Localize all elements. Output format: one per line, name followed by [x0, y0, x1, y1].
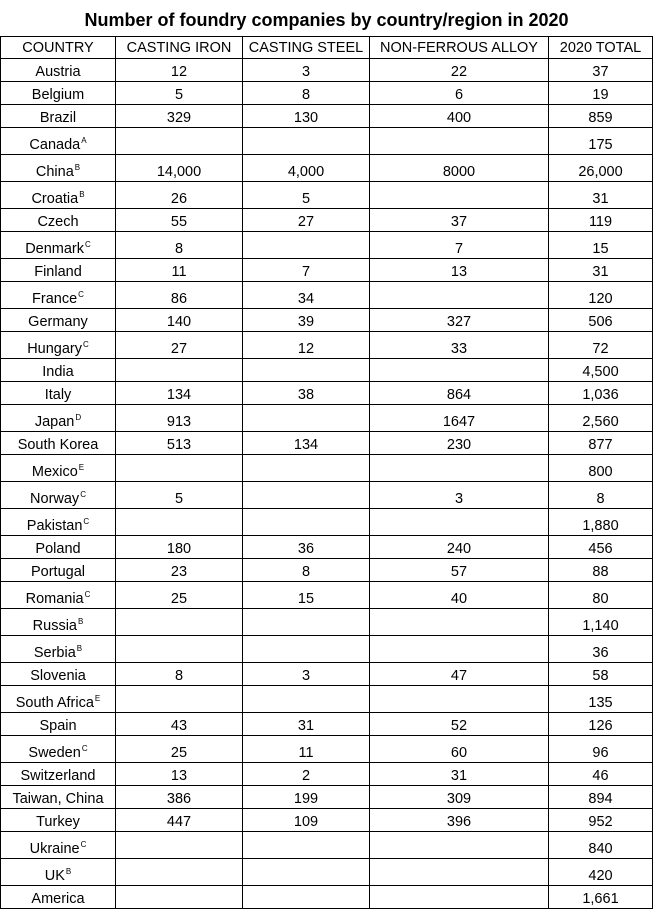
table-row — [1, 455, 653, 482]
casting-iron-cell: 86 — [116, 282, 243, 309]
total-cell: 1,661 — [549, 886, 653, 909]
country-cell — [1, 609, 116, 636]
table-row — [1, 432, 653, 455]
total-cell: 96 — [549, 736, 653, 763]
country-cell — [1, 309, 116, 332]
country-cell — [1, 663, 116, 686]
footnote-marker: C — [80, 840, 87, 849]
country-name: Turkey — [36, 814, 80, 830]
casting-steel-cell: 2 — [243, 763, 370, 786]
country-name: Hungary — [27, 341, 83, 357]
country-cell — [1, 59, 116, 82]
casting-steel-cell: 199 — [243, 786, 370, 809]
total-cell: 4,500 — [549, 359, 653, 382]
casting-steel-cell — [243, 886, 370, 909]
non-ferrous-alloy-cell: 8000 — [370, 155, 549, 182]
non-ferrous-alloy-cell: 396 — [370, 809, 549, 832]
table-row — [1, 559, 653, 582]
casting-iron-cell: 140 — [116, 309, 243, 332]
country-name: Russia — [32, 618, 77, 634]
casting-steel-cell — [243, 859, 370, 886]
country-name: China — [35, 164, 74, 180]
country-cell — [1, 832, 116, 859]
table-body — [1, 59, 653, 909]
country-cell — [1, 82, 116, 105]
non-ferrous-alloy-cell: 864 — [370, 382, 549, 405]
country-name: Italy — [44, 387, 72, 403]
casting-steel-cell: 7 — [243, 259, 370, 282]
casting-iron-cell: 55 — [116, 209, 243, 232]
country-name: France — [32, 291, 78, 307]
casting-iron-cell — [116, 455, 243, 482]
header-2020-total: 2020 TOTAL — [549, 37, 653, 59]
total-cell: 420 — [549, 859, 653, 886]
table-row — [1, 155, 653, 182]
casting-steel-cell — [243, 686, 370, 713]
total-cell: 135 — [549, 686, 653, 713]
table-row — [1, 832, 653, 859]
casting-steel-cell: 8 — [243, 82, 370, 105]
country-name: Norway — [30, 491, 80, 507]
footnote-marker: C — [85, 240, 91, 249]
total-cell: 8 — [549, 482, 653, 509]
casting-steel-cell: 4,000 — [243, 155, 370, 182]
table-row — [1, 105, 653, 128]
total-cell: 58 — [549, 663, 653, 686]
country-cell — [1, 482, 116, 509]
total-cell: 88 — [549, 559, 653, 582]
casting-iron-cell: 26 — [116, 182, 243, 209]
casting-iron-cell: 11 — [116, 259, 243, 282]
total-cell: 19 — [549, 82, 653, 105]
footnote-marker: D — [75, 413, 82, 422]
table-row — [1, 359, 653, 382]
country-name: Romania — [25, 591, 84, 607]
casting-iron-cell — [116, 886, 243, 909]
table-row — [1, 209, 653, 232]
country-cell — [1, 809, 116, 832]
footnote-marker: C — [81, 744, 88, 753]
casting-iron-cell: 23 — [116, 559, 243, 582]
table-row — [1, 259, 653, 282]
country-cell — [1, 536, 116, 559]
country-cell — [1, 232, 116, 259]
country-cell — [1, 405, 116, 432]
casting-steel-cell: 27 — [243, 209, 370, 232]
non-ferrous-alloy-cell: 3 — [370, 482, 549, 509]
casting-steel-cell — [243, 609, 370, 636]
non-ferrous-alloy-cell: 7 — [370, 232, 549, 259]
casting-iron-cell: 913 — [116, 405, 243, 432]
casting-steel-cell — [243, 482, 370, 509]
casting-steel-cell: 134 — [243, 432, 370, 455]
footnote-marker: C — [84, 590, 91, 599]
total-cell: 126 — [549, 713, 653, 736]
header-casting-iron: CASTING IRON — [116, 37, 243, 59]
non-ferrous-alloy-cell: 327 — [370, 309, 549, 332]
casting-steel-cell: 38 — [243, 382, 370, 405]
casting-iron-cell: 386 — [116, 786, 243, 809]
country-name: Czech — [37, 214, 79, 230]
country-name: Brazil — [39, 110, 77, 126]
non-ferrous-alloy-cell: 52 — [370, 713, 549, 736]
country-cell — [1, 886, 116, 909]
header-non-ferrous-alloy: NON-FERROUS ALLOY — [370, 37, 549, 59]
country-cell — [1, 105, 116, 128]
non-ferrous-alloy-cell — [370, 282, 549, 309]
non-ferrous-alloy-cell — [370, 182, 549, 209]
foundry-table — [0, 36, 653, 909]
casting-steel-cell — [243, 832, 370, 859]
country-cell — [1, 559, 116, 582]
total-cell: 15 — [549, 232, 653, 259]
footnote-marker: E — [78, 463, 85, 472]
non-ferrous-alloy-cell: 400 — [370, 105, 549, 128]
country-name: Austria — [35, 64, 81, 80]
country-cell — [1, 382, 116, 405]
casting-iron-cell — [116, 509, 243, 536]
non-ferrous-alloy-cell — [370, 359, 549, 382]
country-cell — [1, 282, 116, 309]
non-ferrous-alloy-cell: 60 — [370, 736, 549, 763]
casting-iron-cell: 5 — [116, 482, 243, 509]
total-cell: 800 — [549, 455, 653, 482]
total-cell: 1,140 — [549, 609, 653, 636]
country-name: Spain — [39, 718, 77, 734]
casting-steel-cell: 34 — [243, 282, 370, 309]
casting-steel-cell: 8 — [243, 559, 370, 582]
footnote-marker: C — [78, 290, 84, 299]
total-cell: 80 — [549, 582, 653, 609]
non-ferrous-alloy-cell: 230 — [370, 432, 549, 455]
country-name: Denmark — [25, 241, 85, 257]
country-cell — [1, 155, 116, 182]
footnote-marker: B — [76, 644, 83, 653]
total-cell: 37 — [549, 59, 653, 82]
casting-steel-cell: 109 — [243, 809, 370, 832]
country-cell — [1, 182, 116, 209]
casting-steel-cell — [243, 232, 370, 259]
footnote-marker: C — [83, 340, 89, 349]
footnote-marker: A — [81, 136, 87, 145]
country-cell — [1, 713, 116, 736]
total-cell: 859 — [549, 105, 653, 128]
table-row — [1, 282, 653, 309]
casting-steel-cell — [243, 405, 370, 432]
table-row — [1, 309, 653, 332]
total-cell: 31 — [549, 259, 653, 282]
casting-steel-cell: 5 — [243, 182, 370, 209]
country-name: Switzerland — [20, 768, 96, 784]
table-row — [1, 886, 653, 909]
non-ferrous-alloy-cell: 240 — [370, 536, 549, 559]
table-row — [1, 786, 653, 809]
casting-iron-cell: 8 — [116, 663, 243, 686]
country-name: Ukraine — [29, 841, 80, 857]
casting-steel-cell: 130 — [243, 105, 370, 128]
table-row — [1, 382, 653, 405]
table-row — [1, 736, 653, 763]
total-cell: 1,036 — [549, 382, 653, 405]
casting-steel-cell — [243, 359, 370, 382]
non-ferrous-alloy-cell: 1647 — [370, 405, 549, 432]
total-cell: 840 — [549, 832, 653, 859]
non-ferrous-alloy-cell — [370, 455, 549, 482]
casting-steel-cell — [243, 455, 370, 482]
footnote-marker: C — [83, 517, 90, 526]
non-ferrous-alloy-cell: 22 — [370, 59, 549, 82]
non-ferrous-alloy-cell — [370, 609, 549, 636]
footnote-marker: B — [77, 617, 84, 626]
casting-steel-cell — [243, 128, 370, 155]
country-name: Japan — [34, 414, 75, 430]
non-ferrous-alloy-cell: 47 — [370, 663, 549, 686]
country-cell — [1, 432, 116, 455]
country-name: Serbia — [33, 645, 76, 661]
table-row — [1, 59, 653, 82]
non-ferrous-alloy-cell: 31 — [370, 763, 549, 786]
country-cell — [1, 636, 116, 663]
casting-steel-cell — [243, 509, 370, 536]
table-row — [1, 663, 653, 686]
non-ferrous-alloy-cell — [370, 886, 549, 909]
country-cell — [1, 332, 116, 359]
country-name: Taiwan, China — [12, 791, 104, 807]
country-name: Finland — [34, 264, 82, 280]
table-row — [1, 809, 653, 832]
casting-iron-cell: 5 — [116, 82, 243, 105]
casting-iron-cell: 329 — [116, 105, 243, 128]
table-row — [1, 509, 653, 536]
casting-steel-cell: 36 — [243, 536, 370, 559]
casting-iron-cell: 43 — [116, 713, 243, 736]
casting-iron-cell: 27 — [116, 332, 243, 359]
total-cell: 26,000 — [549, 155, 653, 182]
casting-iron-cell: 12 — [116, 59, 243, 82]
country-name: Portugal — [30, 564, 85, 580]
casting-iron-cell — [116, 128, 243, 155]
footnote-marker: B — [79, 190, 85, 199]
non-ferrous-alloy-cell: 13 — [370, 259, 549, 282]
header-casting-steel: CASTING STEEL — [243, 37, 370, 59]
casting-steel-cell: 11 — [243, 736, 370, 763]
country-cell — [1, 859, 116, 886]
casting-iron-cell — [116, 832, 243, 859]
table-row — [1, 536, 653, 559]
table-row — [1, 332, 653, 359]
footnote-marker: E — [94, 694, 101, 703]
country-cell — [1, 763, 116, 786]
casting-iron-cell — [116, 686, 243, 713]
casting-iron-cell: 25 — [116, 582, 243, 609]
casting-iron-cell — [116, 609, 243, 636]
country-cell — [1, 455, 116, 482]
footnote-marker: B — [74, 163, 81, 172]
casting-iron-cell: 25 — [116, 736, 243, 763]
total-cell: 1,880 — [549, 509, 653, 536]
country-cell — [1, 209, 116, 232]
casting-iron-cell: 8 — [116, 232, 243, 259]
table-row — [1, 482, 653, 509]
country-name: Sweden — [28, 745, 81, 761]
total-cell: 175 — [549, 128, 653, 155]
table-row — [1, 636, 653, 663]
non-ferrous-alloy-cell: 37 — [370, 209, 549, 232]
table-row — [1, 859, 653, 886]
country-name: Slovenia — [30, 668, 86, 684]
non-ferrous-alloy-cell: 40 — [370, 582, 549, 609]
country-name: UK — [44, 868, 65, 884]
total-cell: 120 — [549, 282, 653, 309]
casting-steel-cell — [243, 636, 370, 663]
footnote-marker: B — [65, 867, 72, 876]
country-name: Canada — [29, 137, 81, 153]
non-ferrous-alloy-cell — [370, 686, 549, 713]
country-name: India — [42, 364, 74, 380]
table-row — [1, 713, 653, 736]
casting-steel-cell: 15 — [243, 582, 370, 609]
total-cell: 72 — [549, 332, 653, 359]
country-name: Belgium — [31, 87, 85, 103]
non-ferrous-alloy-cell — [370, 859, 549, 886]
casting-iron-cell: 14,000 — [116, 155, 243, 182]
table-row — [1, 609, 653, 636]
header-country: COUNTRY — [1, 37, 116, 59]
casting-iron-cell: 513 — [116, 432, 243, 455]
country-name: Germany — [28, 314, 88, 330]
country-cell — [1, 686, 116, 713]
table-row — [1, 182, 653, 209]
footnote-marker: C — [80, 490, 86, 499]
table-row — [1, 128, 653, 155]
non-ferrous-alloy-cell: 57 — [370, 559, 549, 582]
non-ferrous-alloy-cell — [370, 509, 549, 536]
country-name: Croatia — [31, 191, 79, 207]
casting-iron-cell — [116, 859, 243, 886]
total-cell: 952 — [549, 809, 653, 832]
non-ferrous-alloy-cell — [370, 636, 549, 663]
casting-steel-cell: 39 — [243, 309, 370, 332]
table-row — [1, 82, 653, 105]
country-name: South Korea — [17, 437, 99, 453]
country-cell — [1, 128, 116, 155]
table-row — [1, 686, 653, 713]
country-cell — [1, 736, 116, 763]
table-row — [1, 405, 653, 432]
country-cell — [1, 509, 116, 536]
casting-iron-cell: 447 — [116, 809, 243, 832]
casting-iron-cell — [116, 636, 243, 663]
casting-steel-cell: 3 — [243, 59, 370, 82]
country-cell — [1, 259, 116, 282]
total-cell: 46 — [549, 763, 653, 786]
country-name: Poland — [35, 541, 81, 557]
table-row — [1, 232, 653, 259]
table-row — [1, 582, 653, 609]
non-ferrous-alloy-cell: 309 — [370, 786, 549, 809]
total-cell: 2,560 — [549, 405, 653, 432]
total-cell: 894 — [549, 786, 653, 809]
total-cell: 119 — [549, 209, 653, 232]
country-name: Mexico — [31, 464, 78, 480]
country-cell — [1, 786, 116, 809]
total-cell: 877 — [549, 432, 653, 455]
non-ferrous-alloy-cell: 33 — [370, 332, 549, 359]
header-row — [1, 37, 653, 59]
total-cell: 31 — [549, 182, 653, 209]
casting-iron-cell — [116, 359, 243, 382]
table-row — [1, 763, 653, 786]
country-name: America — [31, 891, 85, 907]
country-name: South Africa — [15, 695, 94, 711]
total-cell: 506 — [549, 309, 653, 332]
country-cell — [1, 582, 116, 609]
casting-iron-cell: 180 — [116, 536, 243, 559]
total-cell: 456 — [549, 536, 653, 559]
non-ferrous-alloy-cell — [370, 128, 549, 155]
non-ferrous-alloy-cell: 6 — [370, 82, 549, 105]
casting-steel-cell: 3 — [243, 663, 370, 686]
non-ferrous-alloy-cell — [370, 832, 549, 859]
casting-steel-cell: 12 — [243, 332, 370, 359]
casting-iron-cell: 13 — [116, 763, 243, 786]
table-title: Number of foundry companies by country/region in 2020 — [84, 10, 569, 30]
casting-steel-cell: 31 — [243, 713, 370, 736]
country-cell — [1, 359, 116, 382]
country-name: Pakistan — [26, 518, 83, 534]
casting-iron-cell: 134 — [116, 382, 243, 405]
total-cell: 36 — [549, 636, 653, 663]
